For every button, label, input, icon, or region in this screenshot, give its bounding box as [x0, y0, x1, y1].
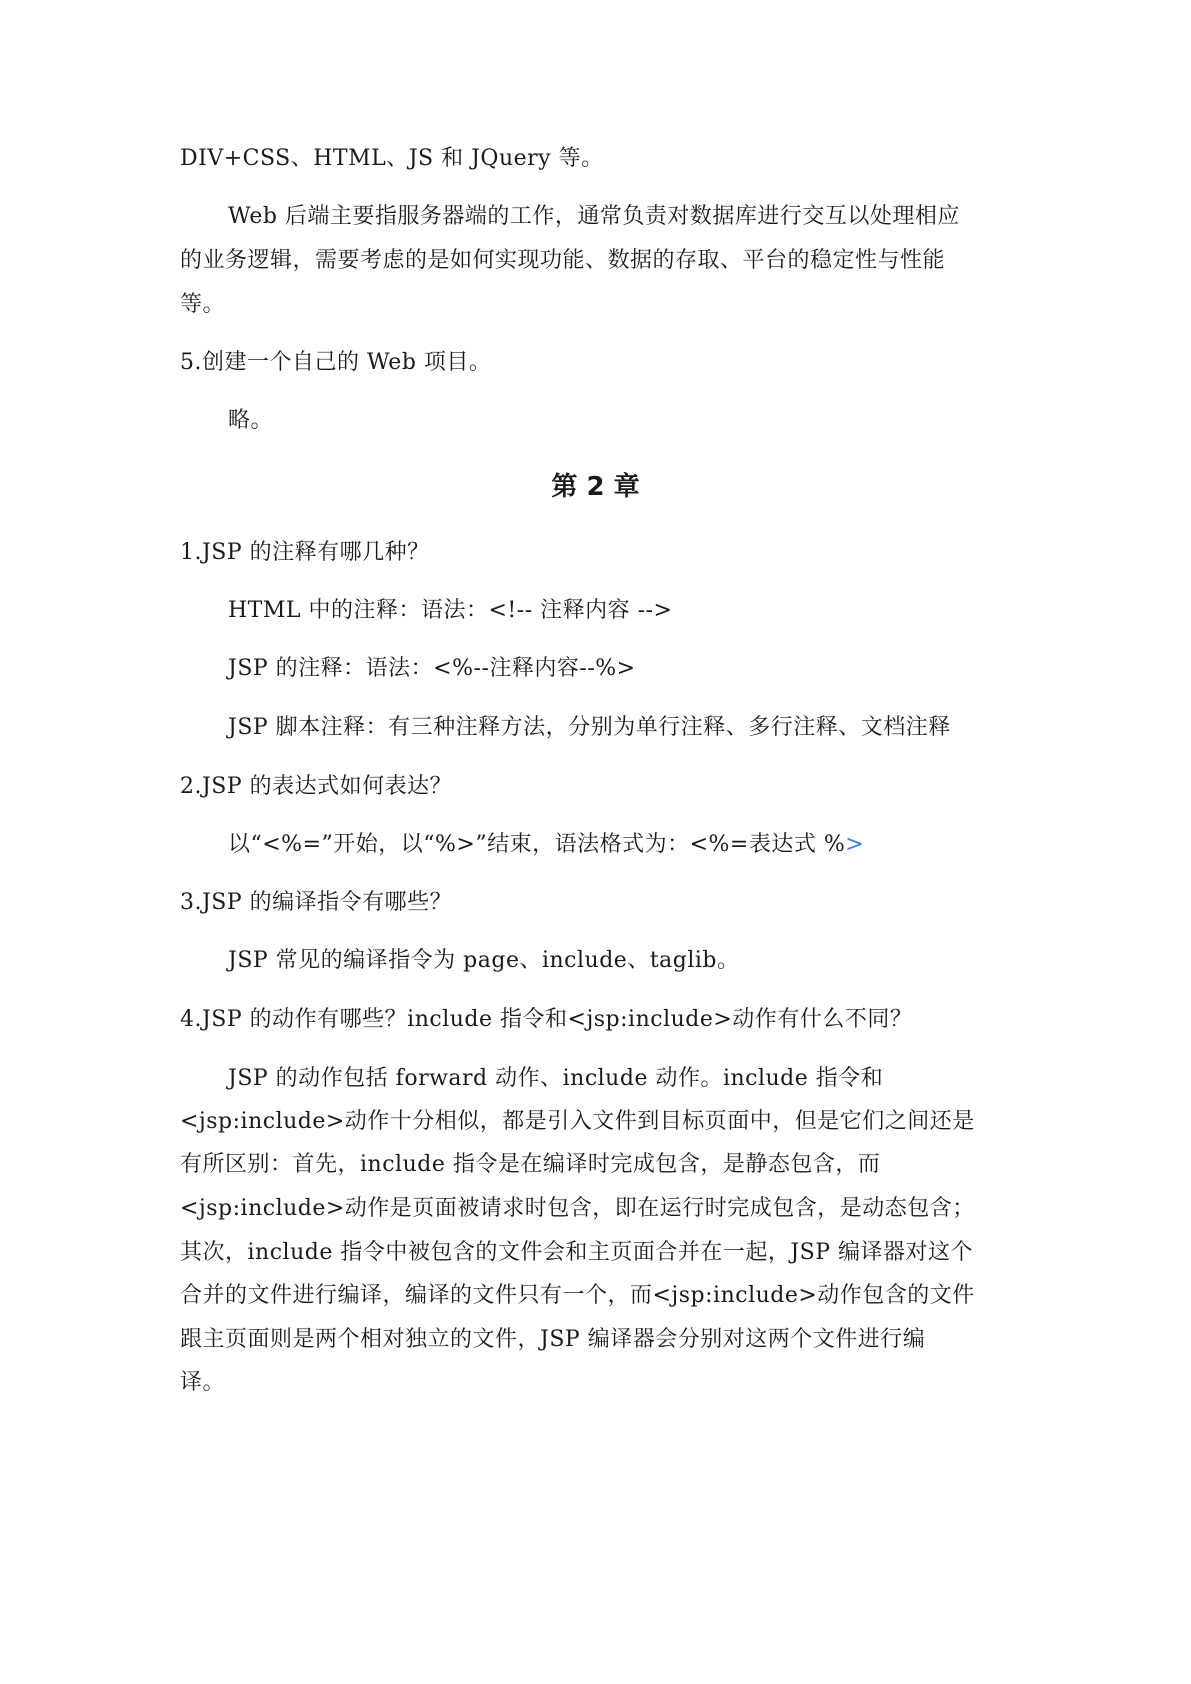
answer-4-line: 有所区别：首先，include 指令是在编译时完成包含，是静态包含，而 — [180, 1152, 881, 1177]
paragraph-line: DIV+CSS、HTML、JS 和 JQuery 等。 — [180, 146, 604, 171]
answer-4-line: 其次，include 指令中被包含的文件会和主页面合并在一起，JSP 编译器对这个 — [180, 1240, 974, 1265]
question-5: 5.创建一个自己的 Web 项目。 — [180, 350, 492, 375]
chapter-title: 第 2 章 — [551, 472, 640, 502]
question-2: 2.JSP 的表达式如何表达？ — [180, 774, 453, 799]
answer-2-main: 以“<%=”开始，以“%>”结束，语法格式为：<%=表达式 % — [228, 832, 846, 857]
question-3: 3.JSP 的编译指令有哪些？ — [180, 890, 453, 915]
paragraph-line: 的业务逻辑，需要考虑的是如何实现功能、数据的存取、平台的稳定性与性能 — [180, 248, 946, 273]
answer-1-jsp-comment: JSP 的注释：语法：<%--注释内容--%> — [228, 656, 636, 681]
answer-4-line: <jsp:include>动作是页面被请求时包含，即在运行时完成包含，是动态包含； — [180, 1196, 975, 1221]
answer-2-tail: > — [845, 832, 865, 857]
answer-4-line: <jsp:include>动作十分相似，都是引入文件到目标页面中，但是它们之间还是 — [180, 1109, 975, 1134]
answer-1-script-comment: JSP 脚本注释：有三种注释方法，分别为单行注释、多行注释、文档注释 — [228, 715, 951, 740]
answer-4-line: JSP 的动作包括 forward 动作、include 动作。include 指令和 — [228, 1066, 884, 1091]
answer-5: 略。 — [228, 408, 274, 433]
answer-2 — [228, 830, 864, 860]
question-4: 4.JSP 的动作有哪些？include 指令和<jsp:include>动作有什么不同？ — [180, 1007, 913, 1032]
answer-1-html-comment: HTML 中的注释：语法：<!-- 注释内容 --> — [228, 598, 673, 623]
paragraph-line: 等。 — [180, 292, 226, 317]
paragraph-line: Web 后端主要指服务器端的工作，通常负责对数据库进行交互以处理相应 — [228, 204, 960, 229]
answer-3: JSP 常见的编译指令为 page、include、taglib。 — [228, 948, 740, 973]
question-1: 1.JSP 的注释有哪几种？ — [180, 540, 430, 565]
answer-4-line: 译。 — [180, 1370, 226, 1395]
answer-4-line: 合并的文件进行编译，编译的文件只有一个，而<jsp:include>动作包含的文件 — [180, 1283, 975, 1308]
answer-4-line: 跟主页面则是两个相对独立的文件，JSP 编译器会分别对这两个文件进行编 — [180, 1327, 926, 1352]
